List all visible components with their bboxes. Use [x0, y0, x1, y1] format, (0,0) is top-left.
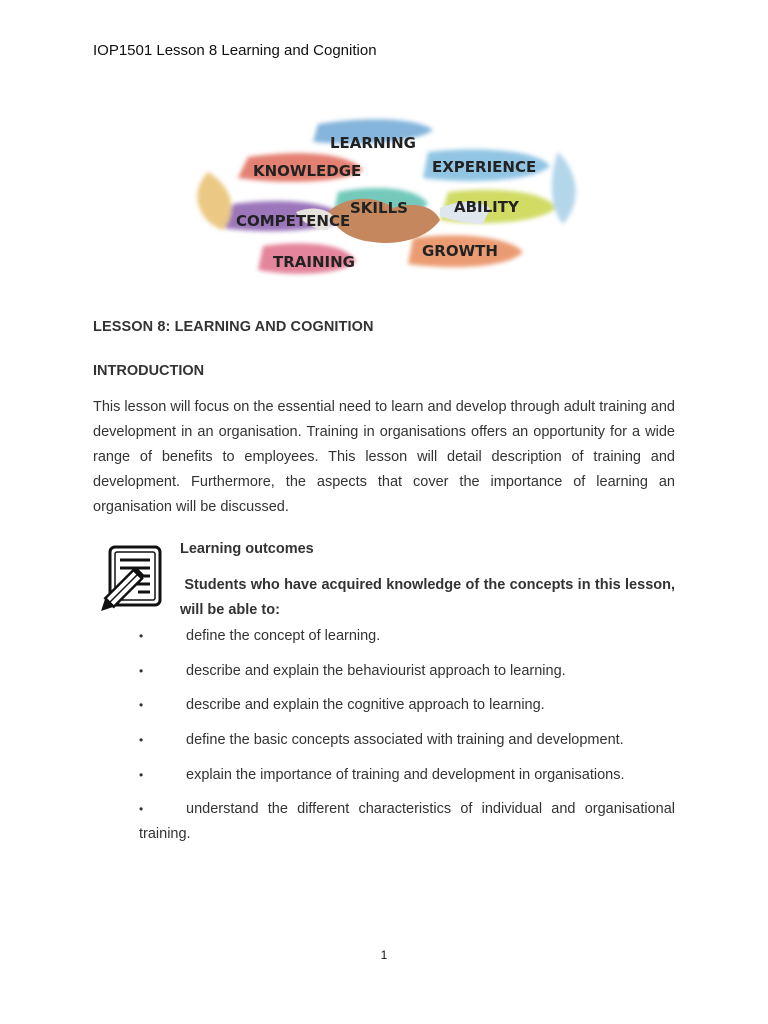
notepad-pencil-icon [98, 544, 164, 620]
bullet-glyph: • [139, 629, 144, 643]
banner-word-skills: SKILLS [350, 199, 408, 217]
list-item: • understand the different characteristics of individual and organisational training. [139, 797, 675, 847]
bullet-glyph: • [139, 768, 144, 782]
lesson-title: LESSON 8: LEARNING AND COGNITION [93, 319, 374, 335]
bullet-glyph: • [139, 664, 144, 678]
page-number: 1 [380, 948, 388, 962]
banner-word-knowledge: KNOWLEDGE [253, 162, 362, 180]
banner-word-experience: EXPERIENCE [432, 158, 537, 176]
bullet-glyph: • [139, 802, 144, 816]
learning-outcomes-lead: Students who have acquired knowledge of the concepts in this lesson, will be able to: [180, 577, 675, 618]
banner-word-learning: LEARNING [330, 134, 416, 152]
learning-outcomes-title: Learning outcomes [180, 541, 314, 557]
banner-word-growth: GROWTH [422, 242, 498, 260]
page-header: IOP1501 Lesson 8 Learning and Cognition [93, 42, 377, 59]
banner-word-competence: COMPETENCE [236, 212, 351, 230]
banner-word-training: TRAINING [273, 253, 355, 271]
introduction-paragraph: This lesson will focus on the essential need to learn and develop through adult training and development in an organisation. Training in organisations offers an opportunity for a wide range of benefits to employees. This lesson will detail description of training and development. Furthermore, the aspects that cover the importance of learning an organisation will be discussed. [93, 399, 675, 515]
introduction-heading: INTRODUCTION [93, 363, 205, 379]
banner-word-ability: ABILITY [454, 198, 519, 216]
learning-skills-banner-image [178, 112, 588, 284]
bullet-glyph: • [139, 698, 144, 712]
bullet-glyph: • [139, 733, 144, 747]
